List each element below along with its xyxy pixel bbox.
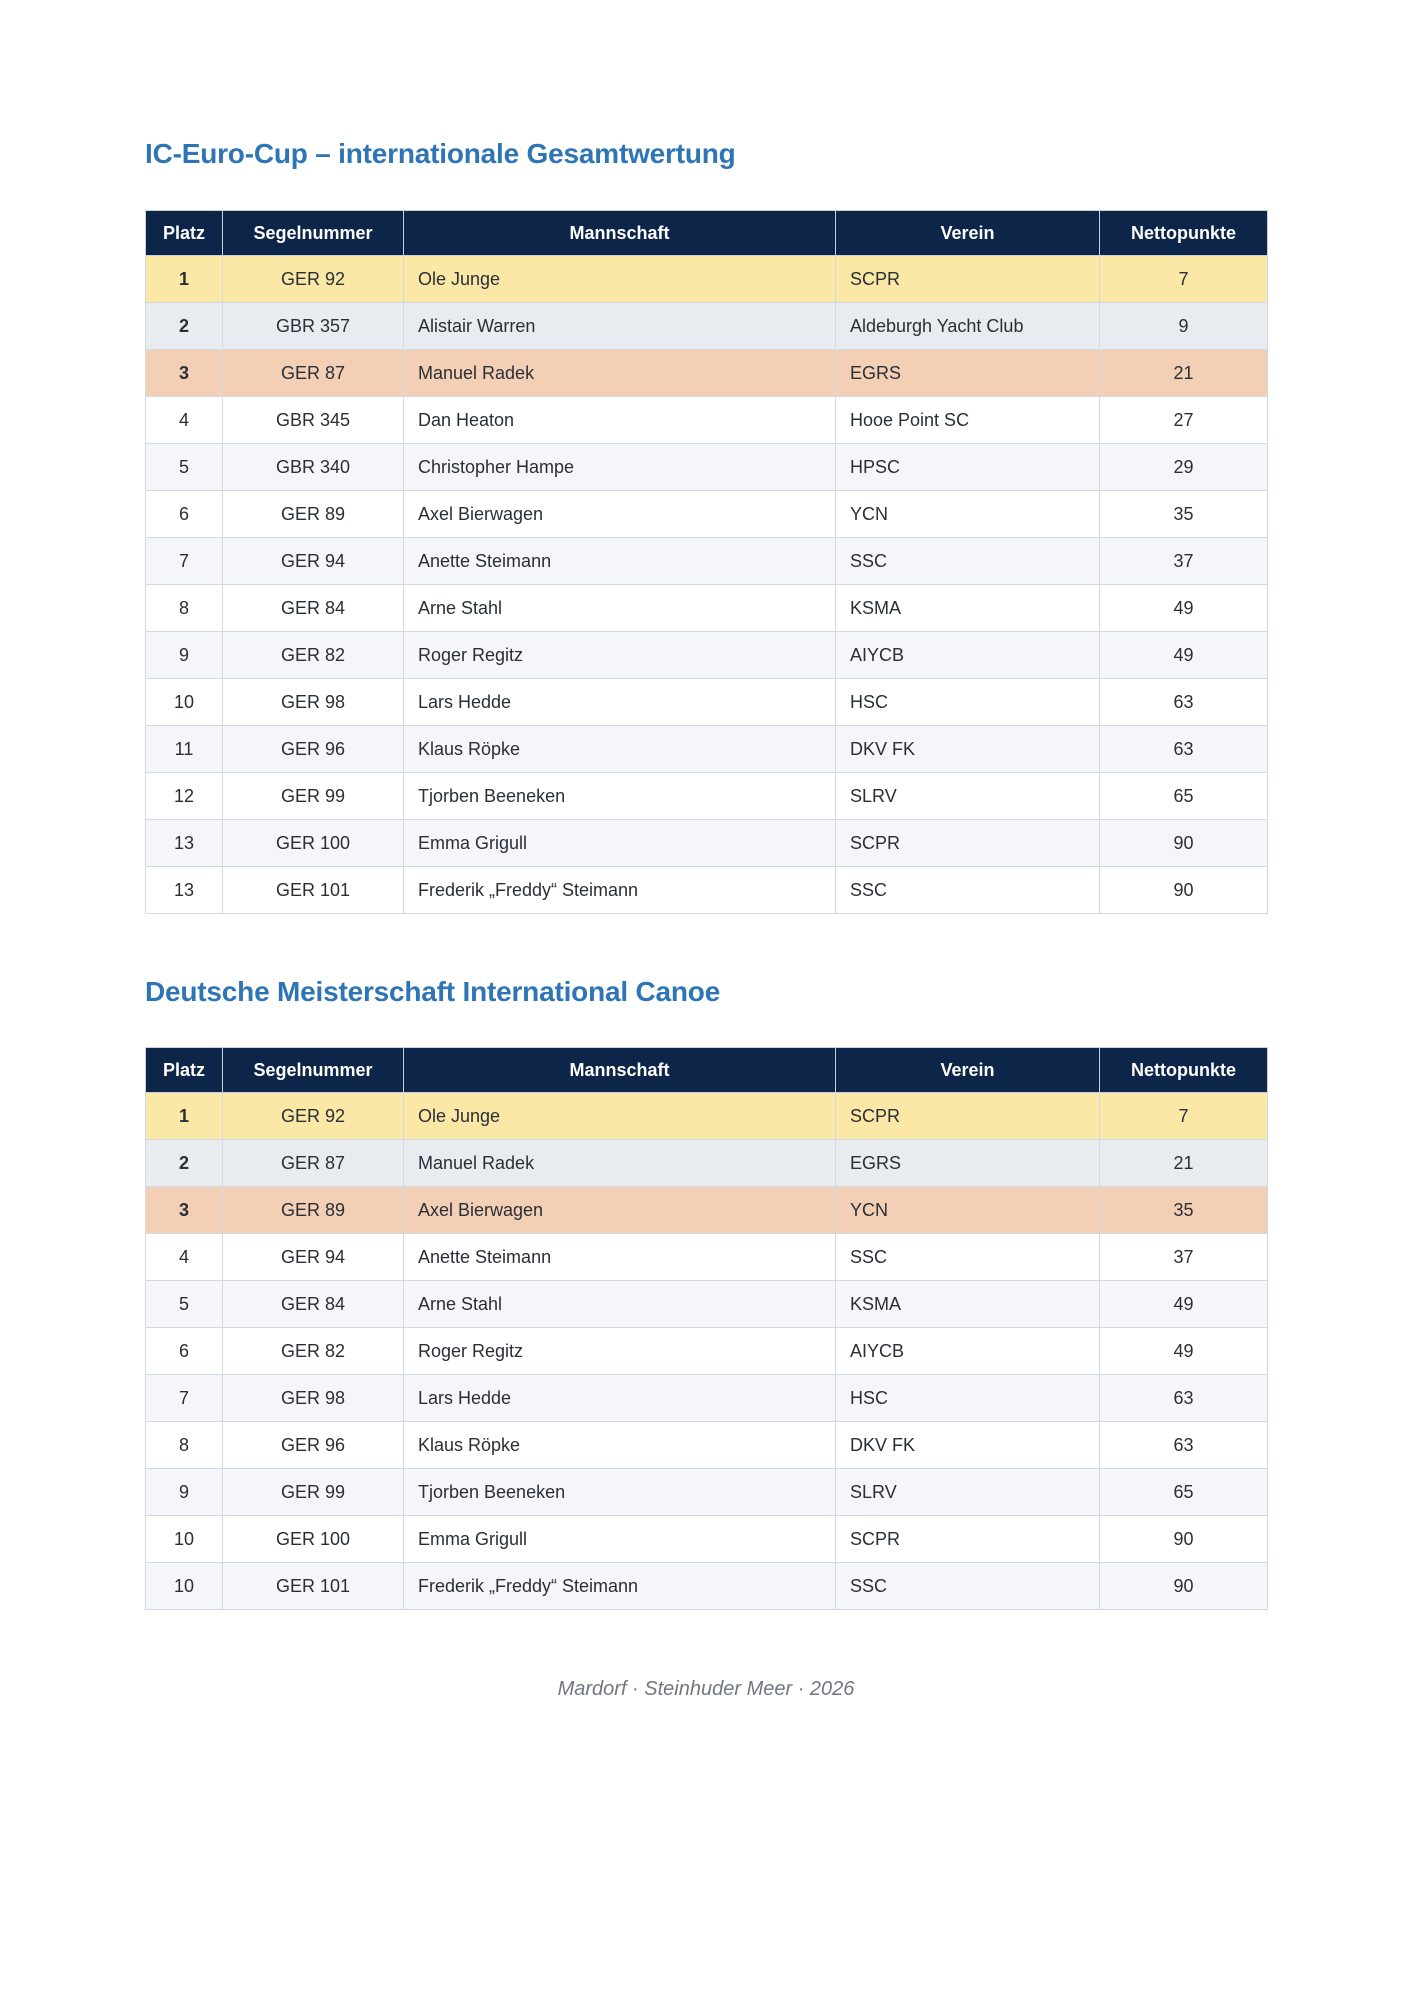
cell-verein: YCN [836,1187,1100,1234]
cell-verein: AIYCB [836,1328,1100,1375]
table-row [146,303,1268,350]
cell-segelnummer: GBR 340 [223,444,404,491]
table-row [146,679,1268,726]
table-row [146,726,1268,773]
cell-nettopunkte: 63 [1100,1375,1268,1422]
cell-nettopunkte: 7 [1100,1093,1268,1140]
table-row [146,1328,1268,1375]
cell-segelnummer: GER 84 [223,1281,404,1328]
cell-segelnummer: GER 98 [223,1375,404,1422]
cell-segelnummer: GER 87 [223,1140,404,1187]
cell-nettopunkte: 37 [1100,538,1268,585]
cell-mannschaft: Arne Stahl [404,1281,836,1328]
cell-verein: SCPR [836,1093,1100,1140]
cell-platz: 10 [146,1563,223,1610]
table-row [146,397,1268,444]
cell-segelnummer: GER 100 [223,1516,404,1563]
column-header-nettopunkte: Nettopunkte [1100,1048,1268,1093]
table-header-row [146,1048,1268,1093]
column-header-platz: Platz [146,1048,223,1093]
cell-platz: 1 [146,256,223,303]
cell-segelnummer: GER 99 [223,1469,404,1516]
cell-nettopunkte: 63 [1100,679,1268,726]
page-footer: Mardorf · Steinhuder Meer · 2026 [557,1678,855,1700]
cell-nettopunkte: 90 [1100,867,1268,914]
cell-mannschaft: Anette Steimann [404,1234,836,1281]
cell-mannschaft: Dan Heaton [404,397,836,444]
cell-segelnummer: GER 84 [223,585,404,632]
cell-platz: 10 [146,1516,223,1563]
cell-mannschaft: Roger Regitz [404,1328,836,1375]
cell-segelnummer: GER 82 [223,1328,404,1375]
cell-platz: 9 [146,1469,223,1516]
cell-mannschaft: Ole Junge [404,1093,836,1140]
cell-nettopunkte: 49 [1100,1328,1268,1375]
cell-mannschaft: Axel Bierwagen [404,491,836,538]
table-row [146,585,1268,632]
cell-mannschaft: Christopher Hampe [404,444,836,491]
table-row [146,820,1268,867]
cell-platz: 7 [146,1375,223,1422]
cell-verein: SSC [836,867,1100,914]
cell-platz: 4 [146,1234,223,1281]
cell-verein: YCN [836,491,1100,538]
section-title-deutsche-meisterschaft: Deutsche Meisterschaft International Canoe [145,976,721,1007]
cell-mannschaft: Klaus Röpke [404,726,836,773]
cell-verein: SLRV [836,1469,1100,1516]
cell-platz: 5 [146,1281,223,1328]
cell-nettopunkte: 63 [1100,1422,1268,1469]
cell-nettopunkte: 49 [1100,1281,1268,1328]
table-row [146,1422,1268,1469]
cell-mannschaft: Tjorben Beeneken [404,773,836,820]
cell-mannschaft: Klaus Röpke [404,1422,836,1469]
cell-nettopunkte: 90 [1100,1563,1268,1610]
cell-nettopunkte: 27 [1100,397,1268,444]
column-header-mannschaft: Mannschaft [404,211,836,256]
table-row [146,1234,1268,1281]
cell-mannschaft: Roger Regitz [404,632,836,679]
cell-mannschaft: Anette Steimann [404,538,836,585]
cell-nettopunkte: 35 [1100,1187,1268,1234]
cell-platz: 12 [146,773,223,820]
cell-nettopunkte: 90 [1100,820,1268,867]
table-row [146,256,1268,303]
cell-segelnummer: GER 98 [223,679,404,726]
cell-nettopunkte: 90 [1100,1516,1268,1563]
column-header-segelnummer: Segelnummer [223,211,404,256]
table-row [146,444,1268,491]
cell-mannschaft: Tjorben Beeneken [404,1469,836,1516]
table-row [146,491,1268,538]
column-header-platz: Platz [146,211,223,256]
cell-segelnummer: GER 89 [223,491,404,538]
table-row [146,1140,1268,1187]
cell-segelnummer: GER 100 [223,820,404,867]
cell-mannschaft: Lars Hedde [404,679,836,726]
cell-verein: EGRS [836,1140,1100,1187]
cell-segelnummer: GER 101 [223,1563,404,1610]
cell-platz: 8 [146,1422,223,1469]
cell-platz: 9 [146,632,223,679]
cell-segelnummer: GER 87 [223,350,404,397]
cell-nettopunkte: 7 [1100,256,1268,303]
cell-verein: HSC [836,679,1100,726]
cell-segelnummer: GER 82 [223,632,404,679]
cell-verein: Hooe Point SC [836,397,1100,444]
cell-platz: 1 [146,1093,223,1140]
cell-platz: 6 [146,491,223,538]
cell-nettopunkte: 49 [1100,585,1268,632]
cell-mannschaft: Arne Stahl [404,585,836,632]
table-row [146,632,1268,679]
column-header-nettopunkte: Nettopunkte [1100,211,1268,256]
cell-mannschaft: Axel Bierwagen [404,1187,836,1234]
cell-segelnummer: GER 92 [223,256,404,303]
cell-segelnummer: GER 94 [223,1234,404,1281]
cell-mannschaft: Frederik „Freddy“ Steimann [404,1563,836,1610]
table-row [146,1469,1268,1516]
cell-platz: 2 [146,303,223,350]
cell-verein: SCPR [836,1516,1100,1563]
results-table-deutsche-meisterschaft [145,1047,1268,1610]
cell-verein: DKV FK [836,1422,1100,1469]
cell-segelnummer: GER 99 [223,773,404,820]
cell-segelnummer: GBR 345 [223,397,404,444]
table-header-row [146,211,1268,256]
cell-nettopunkte: 9 [1100,303,1268,350]
cell-segelnummer: GER 96 [223,726,404,773]
cell-nettopunkte: 63 [1100,726,1268,773]
cell-verein: DKV FK [836,726,1100,773]
cell-mannschaft: Emma Grigull [404,1516,836,1563]
table-row [146,1563,1268,1610]
column-header-verein: Verein [836,1048,1100,1093]
cell-segelnummer: GBR 357 [223,303,404,350]
cell-verein: HPSC [836,444,1100,491]
cell-nettopunkte: 35 [1100,491,1268,538]
cell-nettopunkte: 21 [1100,350,1268,397]
cell-platz: 4 [146,397,223,444]
cell-nettopunkte: 49 [1100,632,1268,679]
cell-platz: 5 [146,444,223,491]
cell-verein: KSMA [836,585,1100,632]
cell-platz: 2 [146,1140,223,1187]
cell-verein: SSC [836,538,1100,585]
cell-verein: SCPR [836,820,1100,867]
table-row [146,1093,1268,1140]
cell-mannschaft: Manuel Radek [404,1140,836,1187]
cell-mannschaft: Lars Hedde [404,1375,836,1422]
cell-segelnummer: GER 101 [223,867,404,914]
cell-nettopunkte: 37 [1100,1234,1268,1281]
cell-nettopunkte: 65 [1100,1469,1268,1516]
cell-verein: SSC [836,1234,1100,1281]
cell-segelnummer: GER 92 [223,1093,404,1140]
cell-verein: Aldeburgh Yacht Club [836,303,1100,350]
cell-mannschaft: Ole Junge [404,256,836,303]
cell-mannschaft: Manuel Radek [404,350,836,397]
cell-segelnummer: GER 89 [223,1187,404,1234]
cell-platz: 13 [146,820,223,867]
cell-mannschaft: Emma Grigull [404,820,836,867]
cell-platz: 8 [146,585,223,632]
table-row [146,867,1268,914]
cell-verein: SSC [836,1563,1100,1610]
cell-verein: EGRS [836,350,1100,397]
cell-platz: 3 [146,1187,223,1234]
cell-platz: 13 [146,867,223,914]
table-row [146,1516,1268,1563]
table-row [146,773,1268,820]
cell-platz: 10 [146,679,223,726]
cell-platz: 3 [146,350,223,397]
cell-verein: AIYCB [836,632,1100,679]
table-row [146,1375,1268,1422]
cell-platz: 7 [146,538,223,585]
cell-nettopunkte: 29 [1100,444,1268,491]
results-table-euro-cup [145,210,1268,914]
cell-segelnummer: GER 94 [223,538,404,585]
column-header-verein: Verein [836,211,1100,256]
table-row [146,1187,1268,1234]
column-header-mannschaft: Mannschaft [404,1048,836,1093]
table-row [146,538,1268,585]
cell-platz: 6 [146,1328,223,1375]
cell-mannschaft: Frederik „Freddy“ Steimann [404,867,836,914]
cell-mannschaft: Alistair Warren [404,303,836,350]
cell-nettopunkte: 21 [1100,1140,1268,1187]
cell-verein: KSMA [836,1281,1100,1328]
cell-verein: SCPR [836,256,1100,303]
cell-platz: 11 [146,726,223,773]
cell-segelnummer: GER 96 [223,1422,404,1469]
table-row [146,1281,1268,1328]
table-row [146,350,1268,397]
cell-verein: HSC [836,1375,1100,1422]
section-title-euro-cup: IC-Euro-Cup – internationale Gesamtwertung [145,138,736,169]
cell-nettopunkte: 65 [1100,773,1268,820]
column-header-segelnummer: Segelnummer [223,1048,404,1093]
cell-verein: SLRV [836,773,1100,820]
